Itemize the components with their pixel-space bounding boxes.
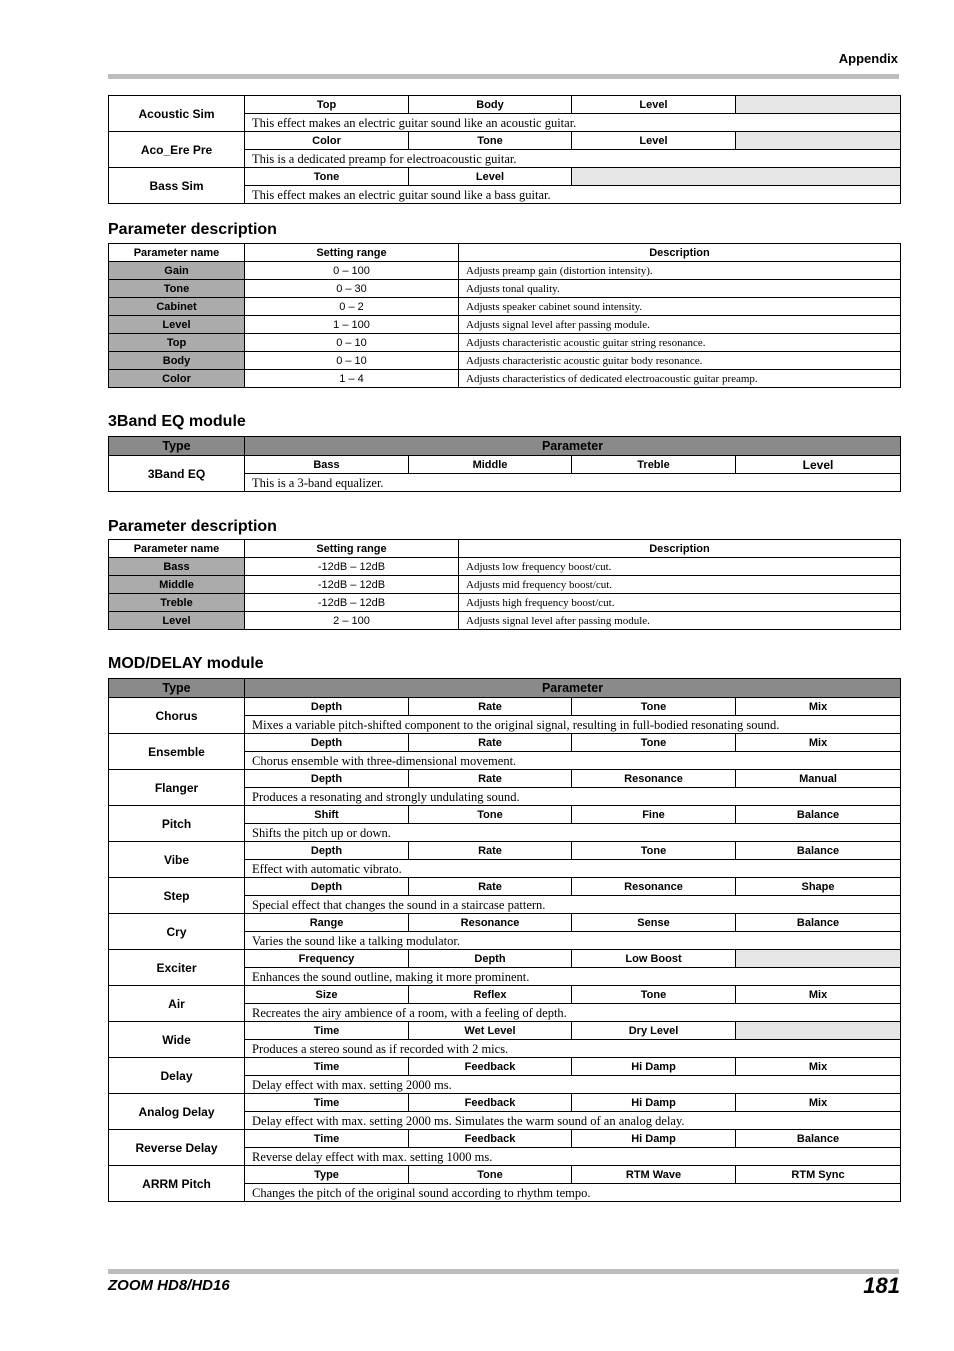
- param-name-cell: Dry Level: [572, 1022, 736, 1040]
- effect-type-name: Bass Sim: [109, 168, 245, 204]
- param-name-cell: Time: [245, 1094, 409, 1112]
- param-name-cell: Type: [245, 1166, 409, 1184]
- param-name-cell: Time: [245, 1058, 409, 1076]
- effect-param-row: [109, 698, 901, 716]
- effect-description: Chorus ensemble with three-dimensional movement.: [245, 752, 901, 770]
- table-header-row: [109, 679, 901, 698]
- param-name-cell: RTM Sync: [736, 1166, 901, 1184]
- effect-description: Delay effect with max. setting 2000 ms.: [245, 1076, 901, 1094]
- effect-type-name: 3Band EQ: [109, 456, 245, 492]
- setting-range: 0 – 30: [245, 280, 459, 298]
- parameter-description: Adjusts characteristics of dedicated electroacoustic guitar preamp.: [459, 370, 901, 388]
- setting-range: -12dB – 12dB: [245, 558, 459, 576]
- effect-param-row: [109, 132, 901, 150]
- amp-sim-table-block: [108, 95, 900, 204]
- effect-param-row: [109, 842, 901, 860]
- parameter-name: Level: [109, 316, 245, 334]
- effect-type-name: Cry: [109, 914, 245, 950]
- param-name-cell: Mix: [736, 986, 901, 1004]
- parameter-description: Adjusts signal level after passing module.: [459, 612, 901, 630]
- parameter-description: Adjusts signal level after passing module.: [459, 316, 901, 334]
- param-name-cell: Level: [409, 168, 572, 186]
- setting-range: 0 – 10: [245, 334, 459, 352]
- parameter-name: Tone: [109, 280, 245, 298]
- param-name-cell: [736, 132, 901, 150]
- effect-param-row: [109, 734, 901, 752]
- param-name-cell: Depth: [245, 878, 409, 896]
- effect-type-name: Vibe: [109, 842, 245, 878]
- table-row: [109, 594, 901, 612]
- effect-type-name: Exciter: [109, 950, 245, 986]
- param-name-cell: Depth: [409, 950, 572, 968]
- effect-description: Changes the pitch of the original sound according to rhythm tempo.: [245, 1184, 901, 1202]
- param-name-cell: Middle: [409, 456, 572, 474]
- effect-type-name: Delay: [109, 1058, 245, 1094]
- effect-param-row: [109, 1058, 901, 1076]
- effect-type-name: Ensemble: [109, 734, 245, 770]
- effect-type-name: Step: [109, 878, 245, 914]
- effect-param-row: [109, 1022, 901, 1040]
- param-name-cell: Hi Damp: [572, 1130, 736, 1148]
- param-name-cell: Hi Damp: [572, 1094, 736, 1112]
- param-name-cell: Time: [245, 1130, 409, 1148]
- param-name-cell: Frequency: [245, 950, 409, 968]
- param-name-cell: Tone: [245, 168, 409, 186]
- table-row: [109, 558, 901, 576]
- effect-type-name: Flanger: [109, 770, 245, 806]
- effect-param-row: [109, 1166, 901, 1184]
- setting-range: 1 – 100: [245, 316, 459, 334]
- param-name-cell: Manual: [736, 770, 901, 788]
- param-name-cell: Mix: [736, 734, 901, 752]
- effect-type-name: Air: [109, 986, 245, 1022]
- setting-range: 0 – 100: [245, 262, 459, 280]
- param-name-cell: Low Boost: [572, 950, 736, 968]
- eq-module-block: [108, 412, 900, 492]
- parameter-description: Adjusts preamp gain (distortion intensity).: [459, 262, 901, 280]
- param-name-cell: Depth: [245, 770, 409, 788]
- param-name-cell: Top: [245, 96, 409, 114]
- param-name-cell: Balance: [736, 806, 901, 824]
- amp-sim-table: [108, 95, 901, 204]
- parameter-description: Adjusts characteristic acoustic guitar string resonance.: [459, 334, 901, 352]
- header-parameter: Parameter: [245, 437, 901, 456]
- effect-description: Mixes a variable pitch-shifted component to the original signal, resulting in full-bodied resonating sound.: [245, 716, 901, 734]
- table-header-row: [109, 244, 901, 262]
- table-row: [109, 370, 901, 388]
- effect-param-row: [109, 806, 901, 824]
- table-row: [109, 334, 901, 352]
- effect-description: Enhances the sound outline, making it more prominent.: [245, 968, 901, 986]
- param-name-cell: Balance: [736, 842, 901, 860]
- param-desc-2-block: [108, 517, 900, 630]
- param-name-cell: [736, 1022, 901, 1040]
- param-name-cell: Tone: [409, 132, 572, 150]
- product-name: ZOOM HD8/HD16: [108, 1277, 230, 1294]
- effect-param-row: [109, 168, 901, 186]
- header-parameter: Parameter: [245, 679, 901, 698]
- param-name-cell: Hi Damp: [572, 1058, 736, 1076]
- parameter-name: Color: [109, 370, 245, 388]
- param-name-cell: Tone: [572, 734, 736, 752]
- effect-type-name: Chorus: [109, 698, 245, 734]
- effect-param-row: [109, 1130, 901, 1148]
- param-name-cell: Resonance: [572, 770, 736, 788]
- section-title: 3Band EQ module: [108, 413, 246, 430]
- param-name-cell: Level: [572, 132, 736, 150]
- effect-type-name: Wide: [109, 1022, 245, 1058]
- param-name-cell: Level: [736, 456, 901, 474]
- mod-module-block: [108, 654, 900, 1202]
- effect-type-name: Acoustic Sim: [109, 96, 245, 132]
- param-name-cell: Tone: [572, 698, 736, 716]
- effect-type-name: ARRM Pitch: [109, 1166, 245, 1202]
- param-name-cell: Tone: [572, 986, 736, 1004]
- param-desc-2-table: [108, 539, 901, 630]
- table-row: [109, 280, 901, 298]
- effect-description: This effect makes an electric guitar sound like a bass guitar.: [245, 186, 901, 204]
- header-type: Type: [109, 437, 245, 456]
- param-name-cell: Wet Level: [409, 1022, 572, 1040]
- param-name-cell: Time: [245, 1022, 409, 1040]
- footer-rule: [108, 1269, 899, 1274]
- effect-param-row: [109, 770, 901, 788]
- effect-description: Recreates the airy ambience of a room, with a feeling of depth.: [245, 1004, 901, 1022]
- param-name-cell: [736, 96, 901, 114]
- parameter-description: Adjusts characteristic acoustic guitar body resonance.: [459, 352, 901, 370]
- param-name-cell: Sense: [572, 914, 736, 932]
- eq-module-table: [108, 436, 901, 492]
- setting-range: -12dB – 12dB: [245, 576, 459, 594]
- table-header-row: [109, 540, 901, 558]
- header-type: Type: [109, 679, 245, 698]
- table-row: [109, 262, 901, 280]
- setting-range: 2 – 100: [245, 612, 459, 630]
- setting-range: 1 – 4: [245, 370, 459, 388]
- parameter-description: Adjusts low frequency boost/cut.: [459, 558, 901, 576]
- parameter-name: Treble: [109, 594, 245, 612]
- effect-param-row: [109, 878, 901, 896]
- param-name-cell: Range: [245, 914, 409, 932]
- param-name-cell: Level: [572, 96, 736, 114]
- param-name-cell: Mix: [736, 1058, 901, 1076]
- param-name-cell: Body: [409, 96, 572, 114]
- param-desc-1-table: [108, 243, 901, 388]
- header-rule: [108, 74, 899, 79]
- effect-description: Shifts the pitch up or down.: [245, 824, 901, 842]
- param-name-cell: Reflex: [409, 986, 572, 1004]
- effect-type-name: Pitch: [109, 806, 245, 842]
- param-desc-1-block: [108, 220, 900, 388]
- section-title: MOD/DELAY module: [108, 655, 264, 672]
- effect-description: This is a dedicated preamp for electroacoustic guitar.: [245, 150, 901, 168]
- effect-param-row: [109, 456, 901, 474]
- effect-type-name: Analog Delay: [109, 1094, 245, 1130]
- parameter-description: Adjusts mid frequency boost/cut.: [459, 576, 901, 594]
- param-name-cell: Size: [245, 986, 409, 1004]
- setting-range: -12dB – 12dB: [245, 594, 459, 612]
- section-label: Appendix: [838, 51, 898, 66]
- table-header-row: [109, 437, 901, 456]
- parameter-description: Adjusts speaker cabinet sound intensity.: [459, 298, 901, 316]
- effect-description: Produces a resonating and strongly undulating sound.: [245, 788, 901, 806]
- table-row: [109, 298, 901, 316]
- effect-description: This effect makes an electric guitar sound like an acoustic guitar.: [245, 114, 901, 132]
- param-name-cell: Balance: [736, 1130, 901, 1148]
- param-name-cell: Rate: [409, 734, 572, 752]
- effect-description: Produces a stereo sound as if recorded with 2 mics.: [245, 1040, 901, 1058]
- column-header: Parameter name: [109, 244, 245, 262]
- param-name-cell: [572, 168, 901, 186]
- param-name-cell: Feedback: [409, 1058, 572, 1076]
- param-name-cell: Feedback: [409, 1130, 572, 1148]
- param-name-cell: Resonance: [572, 878, 736, 896]
- effect-description: Varies the sound like a talking modulator.: [245, 932, 901, 950]
- param-name-cell: Color: [245, 132, 409, 150]
- parameter-description: Adjusts tonal quality.: [459, 280, 901, 298]
- effect-description: This is a 3-band equalizer.: [245, 474, 901, 492]
- column-header: Setting range: [245, 540, 459, 558]
- param-name-cell: Bass: [245, 456, 409, 474]
- param-name-cell: Feedback: [409, 1094, 572, 1112]
- parameter-name: Bass: [109, 558, 245, 576]
- setting-range: 0 – 2: [245, 298, 459, 316]
- setting-range: 0 – 10: [245, 352, 459, 370]
- param-name-cell: Rate: [409, 842, 572, 860]
- parameter-name: Middle: [109, 576, 245, 594]
- mod-module-table: [108, 678, 901, 1202]
- table-row: [109, 316, 901, 334]
- param-name-cell: Rate: [409, 698, 572, 716]
- parameter-name: Cabinet: [109, 298, 245, 316]
- effect-param-row: [109, 986, 901, 1004]
- effect-description: Effect with automatic vibrato.: [245, 860, 901, 878]
- effect-param-row: [109, 96, 901, 114]
- param-name-cell: Depth: [245, 698, 409, 716]
- section-title: Parameter description: [108, 518, 277, 535]
- table-row: [109, 576, 901, 594]
- effect-description: Delay effect with max. setting 2000 ms. Simulates the warm sound of an analog delay.: [245, 1112, 901, 1130]
- effect-param-row: [109, 950, 901, 968]
- effect-description: Special effect that changes the sound in a staircase pattern.: [245, 896, 901, 914]
- param-name-cell: Mix: [736, 1094, 901, 1112]
- parameter-name: Body: [109, 352, 245, 370]
- parameter-name: Top: [109, 334, 245, 352]
- effect-description: Reverse delay effect with max. setting 1000 ms.: [245, 1148, 901, 1166]
- param-name-cell: Mix: [736, 698, 901, 716]
- table-row: [109, 352, 901, 370]
- param-name-cell: Rate: [409, 878, 572, 896]
- param-name-cell: Rate: [409, 770, 572, 788]
- param-name-cell: Treble: [572, 456, 736, 474]
- column-header: Setting range: [245, 244, 459, 262]
- effect-type-name: Reverse Delay: [109, 1130, 245, 1166]
- column-header: Description: [459, 540, 901, 558]
- param-name-cell: Depth: [245, 734, 409, 752]
- effect-param-row: [109, 914, 901, 932]
- column-header: Description: [459, 244, 901, 262]
- param-name-cell: Fine: [572, 806, 736, 824]
- param-name-cell: Tone: [409, 1166, 572, 1184]
- effect-type-name: Aco_Ere Pre: [109, 132, 245, 168]
- column-header: Parameter name: [109, 540, 245, 558]
- parameter-name: Level: [109, 612, 245, 630]
- param-name-cell: Shift: [245, 806, 409, 824]
- param-name-cell: Tone: [409, 806, 572, 824]
- page-number: 181: [863, 1273, 900, 1298]
- param-name-cell: Resonance: [409, 914, 572, 932]
- param-name-cell: [736, 950, 901, 968]
- param-name-cell: RTM Wave: [572, 1166, 736, 1184]
- parameter-name: Gain: [109, 262, 245, 280]
- table-row: [109, 612, 901, 630]
- param-name-cell: Shape: [736, 878, 901, 896]
- param-name-cell: Tone: [572, 842, 736, 860]
- param-name-cell: Balance: [736, 914, 901, 932]
- section-title: Parameter description: [108, 221, 277, 238]
- effect-param-row: [109, 1094, 901, 1112]
- param-name-cell: Depth: [245, 842, 409, 860]
- parameter-description: Adjusts high frequency boost/cut.: [459, 594, 901, 612]
